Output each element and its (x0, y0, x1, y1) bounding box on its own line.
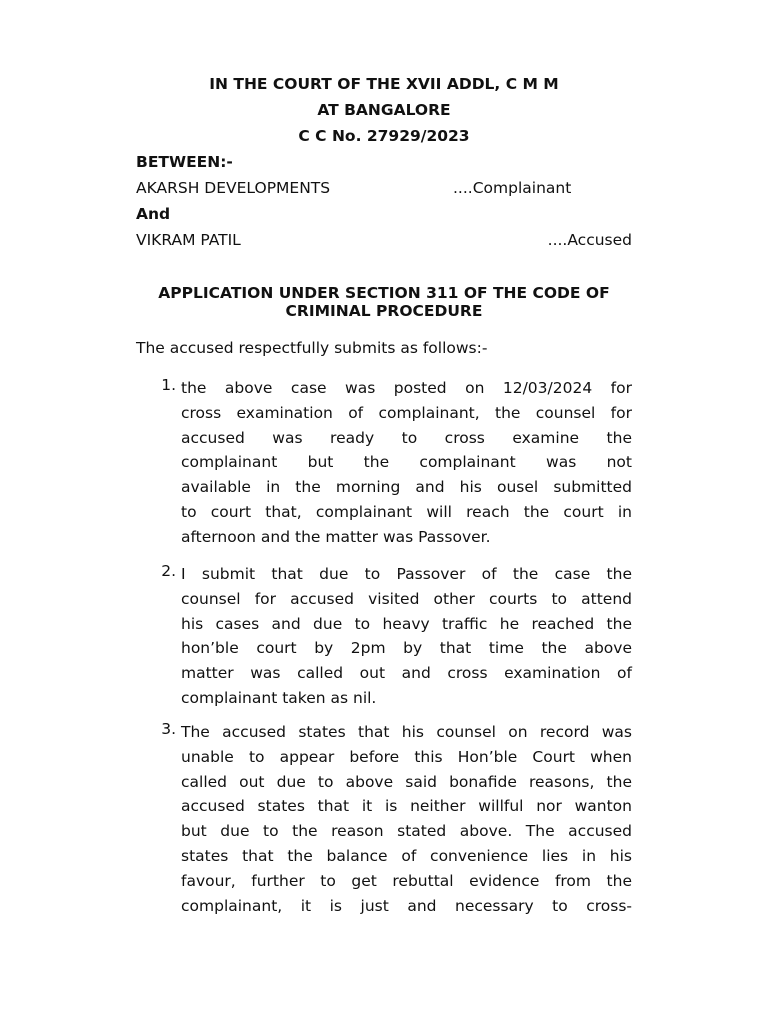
paragraph-3-line: states that the balance of convenience lies in his (181, 847, 632, 865)
paragraph-3-line: called out due to above said bonafide reasons, the (181, 772, 632, 791)
paragraph-1-line: complainant but the complainant was not (181, 453, 632, 472)
paragraph-1-line: available in the morning and his ousel submitted (181, 478, 632, 497)
intro-text: The accused respectfully submits as follows:- (136, 339, 488, 357)
application-title: APPLICATION UNDER SECTION 311 OF THE CODE OF CRIMINAL PROCEDURE (158, 284, 610, 320)
paragraph-number: 3. (161, 720, 176, 738)
paragraph-2-line: counsel for accused visited other courts to attend (181, 589, 632, 608)
accused-role: ....Accused (547, 231, 632, 249)
paragraph-2-line: hon’ble court by 2pm by that time the above (181, 639, 632, 658)
court-location: AT BANGALORE (317, 101, 451, 119)
court-heading: IN THE COURT OF THE XVII ADDL, C M M (209, 75, 559, 93)
paragraph-3-line: accused states that it is neither willful nor wanton (181, 797, 632, 816)
paragraph-2-line: I submit that due to Passover of the case the (181, 565, 632, 583)
paragraph-3-line: complainant, it is just and necessary to cross- (181, 896, 632, 915)
case-number: C C No. 27929/2023 (298, 127, 470, 145)
paragraph-2-line: his cases and due to heavy traffic he reached the (181, 614, 632, 633)
paragraph-1-line: to court that, complainant will reach the court in (181, 503, 632, 521)
paragraph-1-line: the above case was posted on 12/03/2024 for (181, 379, 632, 397)
paragraph-3-line: favour, further to get rebuttal evidence from the (181, 871, 632, 890)
paragraph-2-line: complainant taken as nil. (181, 689, 377, 707)
paragraph-3-line: but due to the reason stated above. The accused (181, 822, 632, 841)
paragraph-1-line: afternoon and the matter was Passover. (181, 527, 491, 546)
accused-name: VIKRAM PATIL (136, 231, 241, 249)
paragraph-1-line: accused was ready to cross examine the (181, 428, 632, 447)
paragraph-number: 1. (161, 376, 176, 394)
and-label: And (136, 205, 171, 223)
complainant-name: AKARSH DEVELOPMENTS (136, 179, 331, 197)
paragraph-2-line: matter was called out and cross examination of (181, 664, 632, 683)
paragraph-number: 2. (161, 562, 176, 580)
complainant-role: ....Complainant (453, 179, 572, 197)
paragraph-3-line: The accused states that his counsel on record was (181, 723, 632, 741)
paragraph-1-line: cross examination of complainant, the counsel for (181, 403, 632, 422)
paragraph-3-line: unable to appear before this Hon’ble Court when (181, 747, 632, 766)
between-label: BETWEEN:- (136, 153, 233, 171)
